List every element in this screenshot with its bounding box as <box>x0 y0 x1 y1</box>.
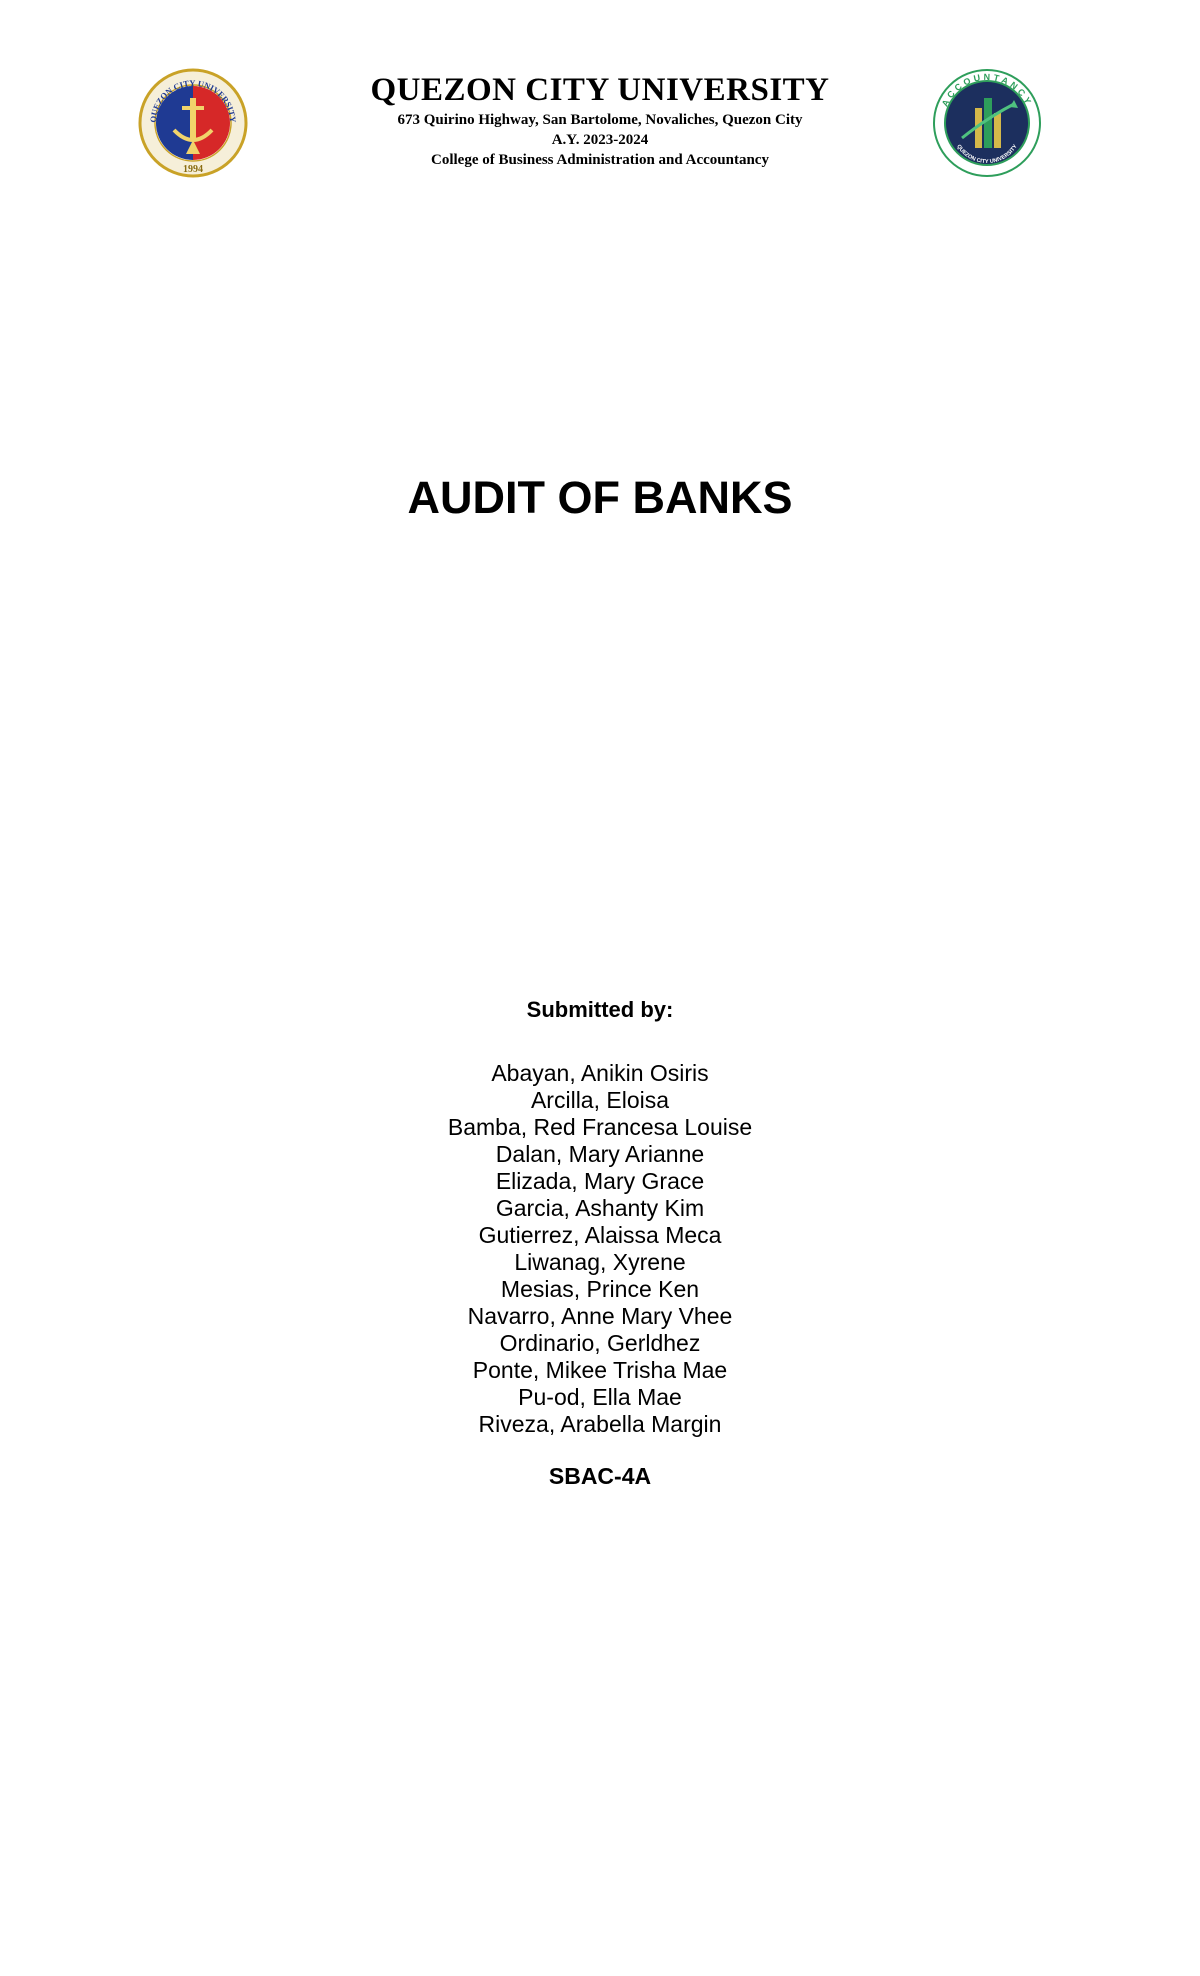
accountancy-seal-icon <box>932 68 1042 178</box>
seal-ring-text: QUEZON CITY UNIVERSITY <box>147 77 239 123</box>
accountancy-ring-text: ACCOUNTANCY <box>939 71 1035 109</box>
university-seal-icon <box>138 68 248 178</box>
list-item: Ordinario, Gerldhez <box>499 1330 701 1356</box>
list-item: Riveza, Arabella Margin <box>478 1411 722 1437</box>
submitted-by-label: Submitted by: <box>526 997 674 1022</box>
list-item: Ponte, Mikee Trisha Mae <box>472 1357 728 1383</box>
letterhead-text <box>270 70 930 170</box>
list-item: Elizada, Mary Grace <box>495 1168 705 1194</box>
college-name: College of Business Administration and Accountancy <box>431 152 769 168</box>
list-item: Bamba, Red Francesa Louise <box>447 1114 753 1140</box>
list-item: Arcilla, Eloisa <box>530 1087 670 1113</box>
document-title: AUDIT OF BANKS <box>407 472 793 523</box>
list-item: Pu-od, Ella Mae <box>518 1384 682 1410</box>
section-code: SBAC-4A <box>548 1463 652 1489</box>
accountancy-ring-subtext: QUEZON CITY UNIVERSITY <box>955 143 1019 166</box>
seal-year: 1994 <box>183 164 203 175</box>
list-item: Dalan, Mary Arianne <box>495 1141 705 1167</box>
list-item: Garcia, Ashanty Kim <box>495 1195 705 1221</box>
list-item: Gutierrez, Alaissa Meca <box>478 1222 722 1248</box>
academic-year: A.Y. 2023-2024 <box>551 132 649 148</box>
list-item: Abayan, Anikin Osiris <box>491 1060 709 1086</box>
university-name: QUEZON CITY UNIVERSITY <box>370 72 830 108</box>
list-item: Navarro, Anne Mary Vhee <box>467 1303 733 1329</box>
member-list <box>0 1060 1200 1438</box>
list-item: Mesias, Prince Ken <box>500 1276 700 1302</box>
university-address: 673 Quirino Highway, San Bartolome, Novaliches, Quezon City <box>397 112 803 128</box>
letterhead <box>0 0 1200 200</box>
list-item: Liwanag, Xyrene <box>514 1249 686 1275</box>
